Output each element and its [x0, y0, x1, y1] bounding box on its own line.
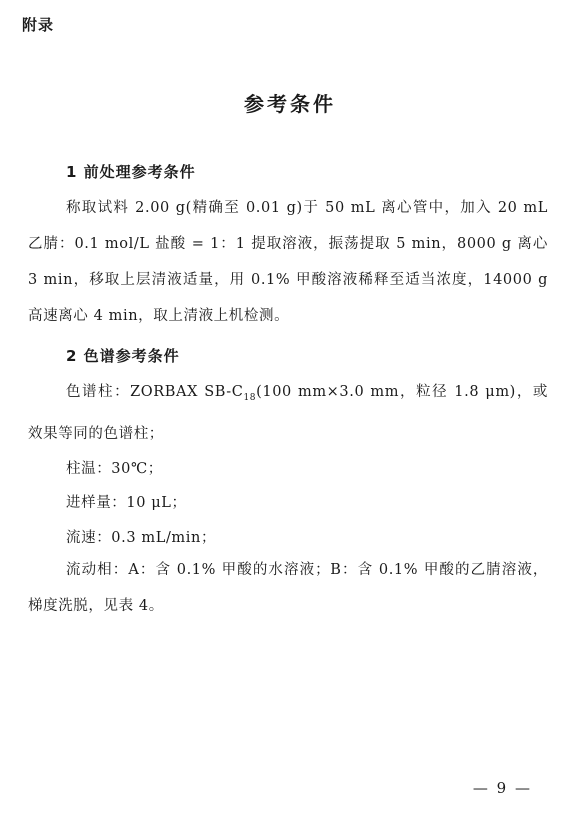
- column-text-suffix: (100 mm×3.0 mm，粒径 1.8 μm)，或效果等同的色谱柱；: [28, 384, 548, 442]
- section-heading-chromatography: 2 色谱参考条件: [66, 347, 180, 365]
- pretreatment-paragraph: 称取试料 2.00 g(精确至 0.01 g)于 50 mL 离心管中，加入 20 mL 乙腈：0.1 mol/L 盐酸 = 1：1 提取溶液，振荡提取 5 min，8000 g 离心 3 min，移取上层清液适量，用 0.1% 甲酸溶液稀释至适当浓度，14000 g 高速离心 4 min，取上清液上机检测。: [28, 200, 548, 324]
- column-temperature: 柱温：30℃；: [66, 461, 163, 477]
- mobile-phase-paragraph: 流动相：A：含 0.1% 甲酸的水溶液；B：含 0.1% 甲酸的乙腈溶液，梯度洗脱，见表 4。: [28, 562, 548, 614]
- page-number: — 9 —: [472, 779, 532, 797]
- column-paragraph: [28, 374, 548, 452]
- section-heading-pretreatment: 1 前处理参考条件: [66, 163, 196, 181]
- injection-volume: 进样量：10 μL；: [66, 495, 187, 511]
- flow-rate: 流速：0.3 mL/min；: [66, 530, 217, 546]
- column-subscript: 18: [243, 392, 257, 403]
- page-title: 参考条件: [244, 92, 336, 116]
- column-text-prefix: 色谱柱：ZORBAX SB-C: [66, 384, 244, 400]
- appendix-header: 附录: [22, 16, 55, 34]
